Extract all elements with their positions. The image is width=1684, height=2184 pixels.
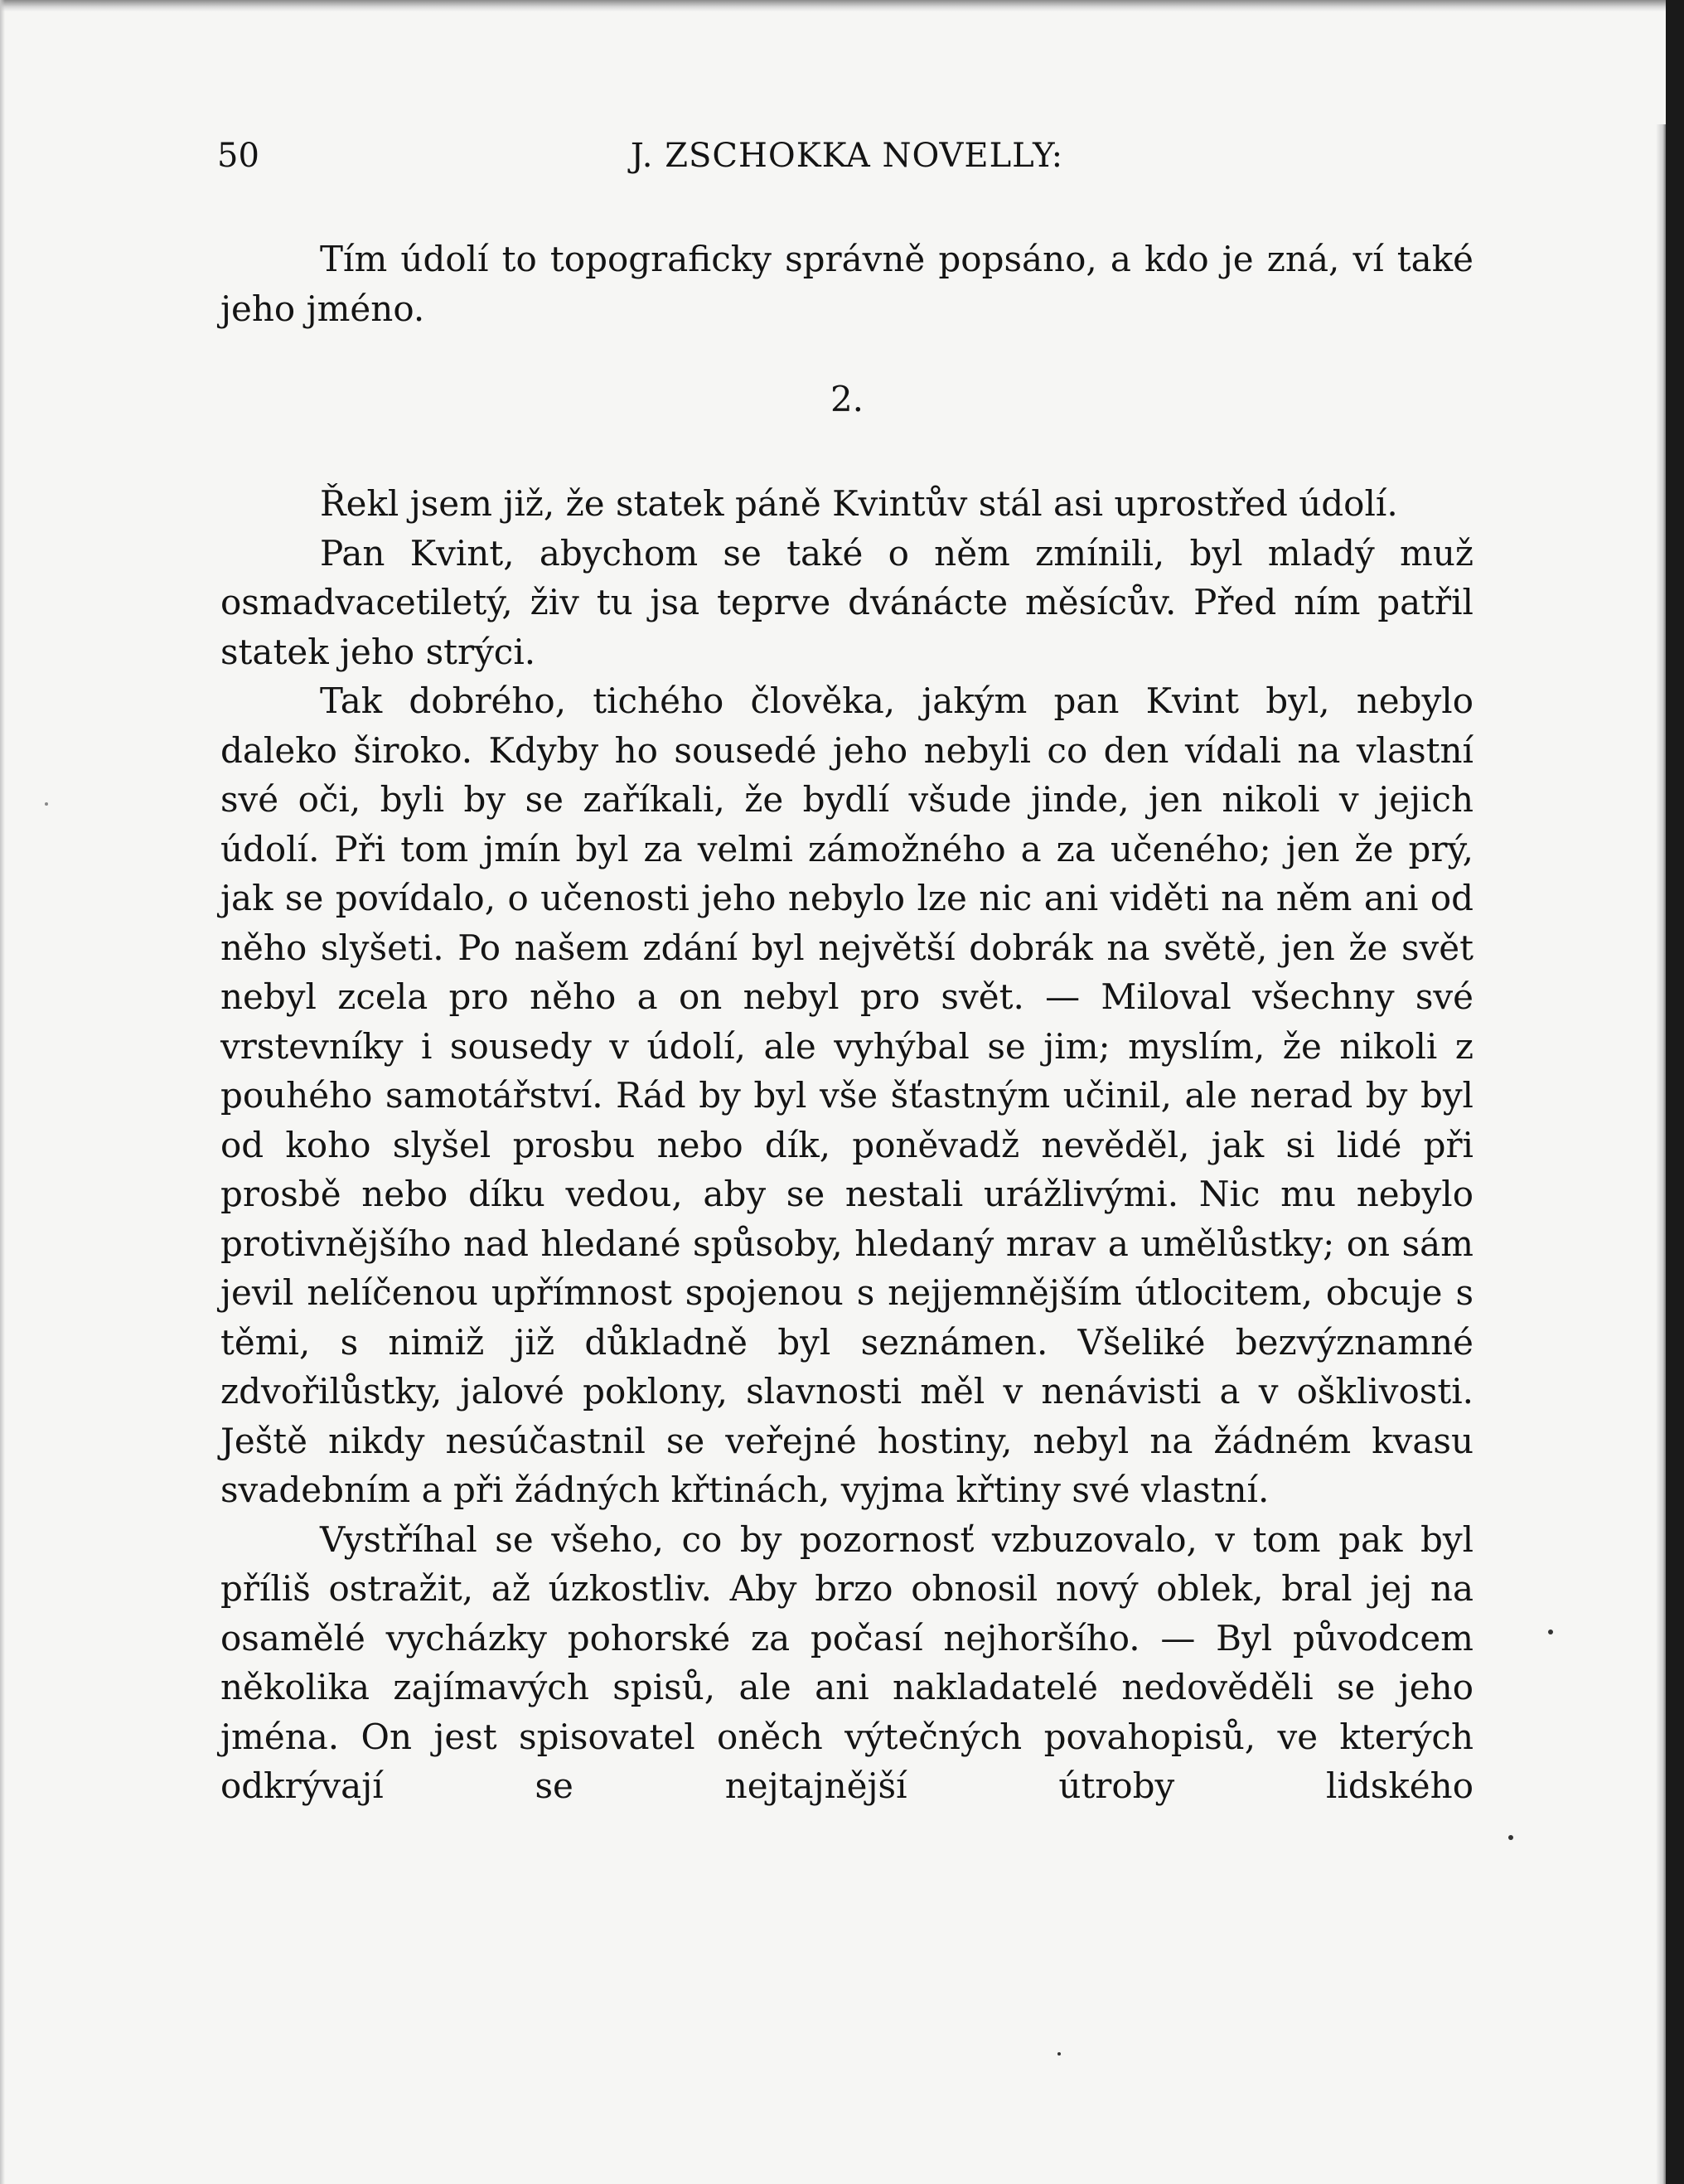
page-number: 50 — [217, 137, 259, 175]
scan-speck — [1057, 2052, 1061, 2056]
scan-edge-top — [0, 0, 1684, 12]
scan-speck — [45, 802, 48, 806]
scan-speck — [1508, 1835, 1513, 1840]
scan-edge-right — [1666, 0, 1684, 2184]
paragraph: Vystříhal se všeho, co by pozornosť vzbuzovalo, v tom pak byl příliš ostražit, až úzkostliv. Aby brzo obnosil nový oblek, bral jej na osamělé vycházky pohorské za počasí nejhoršího. — Byl původcem několika zajímavých spisů, ale ani nakladatelé nedověděli se jeho jména. On jest spisovatel oněch výtečných povahopisů, ve kterých odkrývají se nejtajnější útroby lidského — [220, 1518, 1474, 1806]
scan-edge-left — [0, 0, 5, 2184]
page-header — [217, 133, 1477, 179]
paragraph: Pan Kvint, abychom se také o něm zmínili, byl mladý muž osmadvacetiletý, živ tu jsa teprve dvánácte měsícův. Před ním patřil statek jeho strýci. — [220, 532, 1474, 672]
paragraph: Tak dobrého, tichého člověka, jakým pan Kvint byl, nebylo daleko široko. Kdyby ho sousedé jeho nebyli co den vídali na vlastní své oči, byli by se zaříkali, že bydlí všude jinde, jen nikoli v jejich údolí. Při tom jmín byl za velmi zámožného a za učeného; jen že prý, jak se povídalo, o učenosti jeho nebylo lze nic ani viděti na něm ani od něho slyšeti. Po našem zdání byl největší dobrák na světě, jen že svět nebyl zcela pro něho a on nebyl pro svět. — Miloval všechny své vrstevníky i sousedy v údolí, ale vyhýbal se jim; myslím, že nikoli z pouhého samotářství. Rád by byl vše šťastným učinil, ale nerad by byl od koho slyšel prosbu nebo dík, poněvadž nevěděl, jak si lidé při prosbě nebo díku vedou, aby se nestali urážlivými. Nic mu nebylo protivnějšího nad hledané spůsoby, hledaný mrav a umělůstky; on sám jevil nelíčenou upřímnost spojenou s nejjemnějším útlocitem, obcuje s těmi, s nimiž již důkladně byl seznámen. Všeliké bezvýznamné zdvořilůstky, jalové poklony, slavnosti měl v nenávisti a v ošklivosti. Ještě nikdy nesúčastnil se veřejné hostiny, nebyl na žádném kvasu svadebním a při žádných křtinách, vyjma křtiny své vlastní. — [220, 680, 1474, 1510]
running-title: J. ZSCHOKKA NOVELLY: — [630, 137, 1064, 175]
scan-edge-shadow — [1656, 124, 1666, 2184]
scan-speck — [1548, 1630, 1553, 1634]
intro-paragraph: Tím údolí to topograficky správně popsáno, a kdo je zná, ví také jeho jméno. — [220, 239, 1474, 329]
intro-text — [220, 235, 1474, 333]
paragraph: Řekl jsem již, že statek páně Kvintův stál asi uprostřed údolí. — [320, 483, 1398, 524]
section-number: 2. — [830, 379, 864, 419]
body-text — [220, 479, 1474, 1811]
